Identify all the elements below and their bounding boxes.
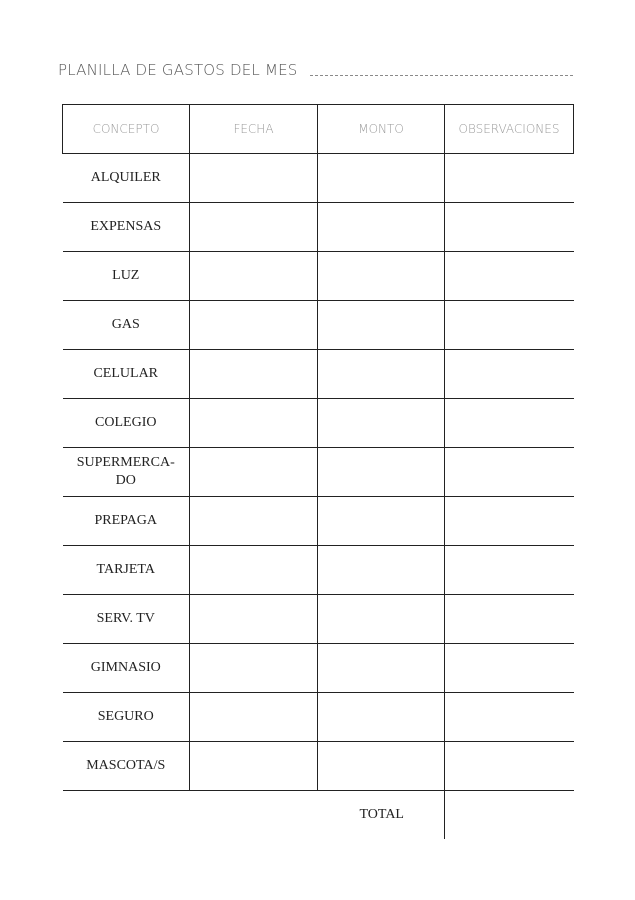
observaciones-cell[interactable] (445, 644, 574, 693)
concept-cell: SEGURO (63, 693, 190, 742)
monto-cell[interactable] (318, 693, 445, 742)
header-observaciones: OBSERVACIONES (445, 105, 574, 154)
table-row (63, 546, 574, 595)
expense-table (62, 104, 574, 839)
total-amount-cell[interactable] (445, 791, 574, 840)
monto-cell[interactable] (318, 448, 445, 497)
page-title: PLANILLA DE GASTOS DEL MES (58, 61, 298, 79)
observaciones-cell[interactable] (445, 448, 574, 497)
observaciones-cell[interactable] (445, 252, 574, 301)
table-row (63, 497, 574, 546)
monto-cell[interactable] (318, 546, 445, 595)
observaciones-cell[interactable] (445, 595, 574, 644)
header-fecha: FECHA (190, 105, 318, 154)
total-row (63, 791, 574, 840)
total-label: TOTAL (359, 807, 404, 822)
observaciones-cell[interactable] (445, 742, 574, 791)
observaciones-cell[interactable] (445, 497, 574, 546)
concept-cell: GAS (63, 301, 190, 350)
table-row (63, 693, 574, 742)
table-row (63, 350, 574, 399)
fecha-cell[interactable] (190, 644, 318, 693)
observaciones-cell[interactable] (445, 546, 574, 595)
fecha-cell[interactable] (190, 693, 318, 742)
fecha-cell[interactable] (190, 497, 318, 546)
fecha-cell[interactable] (190, 399, 318, 448)
table-row (63, 595, 574, 644)
fecha-cell[interactable] (190, 301, 318, 350)
header-monto: MONTO (318, 105, 445, 154)
observaciones-cell[interactable] (445, 301, 574, 350)
table-row (63, 301, 574, 350)
concept-cell: GIMNASIO (63, 644, 190, 693)
concept-cell: EXPENSAS (63, 203, 190, 252)
concept-cell: SUPERMERCA- DO (63, 448, 190, 497)
table-row (63, 644, 574, 693)
monto-cell[interactable] (318, 644, 445, 693)
header-concepto: CONCEPTO (63, 105, 190, 154)
fecha-cell[interactable] (190, 448, 318, 497)
observaciones-cell[interactable] (445, 350, 574, 399)
fecha-cell[interactable] (190, 252, 318, 301)
table-row (63, 203, 574, 252)
concept-cell: TARJETA (63, 546, 190, 595)
observaciones-cell[interactable] (445, 693, 574, 742)
observaciones-cell[interactable] (445, 154, 574, 203)
monto-cell[interactable] (318, 497, 445, 546)
fecha-cell[interactable] (190, 203, 318, 252)
table-row (63, 252, 574, 301)
monto-cell[interactable] (318, 203, 445, 252)
monto-cell[interactable] (318, 399, 445, 448)
fecha-cell[interactable] (190, 742, 318, 791)
monto-cell[interactable] (318, 154, 445, 203)
concept-cell: PREPAGA (63, 497, 190, 546)
monto-cell[interactable] (318, 742, 445, 791)
table-row (63, 742, 574, 791)
table-row (63, 154, 574, 203)
title-fill-line (310, 75, 573, 76)
monto-cell[interactable] (318, 252, 445, 301)
monto-cell[interactable] (318, 595, 445, 644)
concept-cell: LUZ (63, 252, 190, 301)
monto-cell[interactable] (318, 350, 445, 399)
observaciones-cell[interactable] (445, 203, 574, 252)
concept-cell: ALQUILER (63, 154, 190, 203)
concept-cell: COLEGIO (63, 399, 190, 448)
table-row (63, 399, 574, 448)
table-row (63, 448, 574, 497)
fecha-cell[interactable] (190, 154, 318, 203)
concept-cell: SERV. TV (63, 595, 190, 644)
observaciones-cell[interactable] (445, 399, 574, 448)
fecha-cell[interactable] (190, 595, 318, 644)
concept-cell: MASCOTA/S (63, 742, 190, 791)
monto-cell[interactable] (318, 301, 445, 350)
fecha-cell[interactable] (190, 350, 318, 399)
table-header-row (63, 105, 574, 154)
concept-cell: CELULAR (63, 350, 190, 399)
fecha-cell[interactable] (190, 546, 318, 595)
